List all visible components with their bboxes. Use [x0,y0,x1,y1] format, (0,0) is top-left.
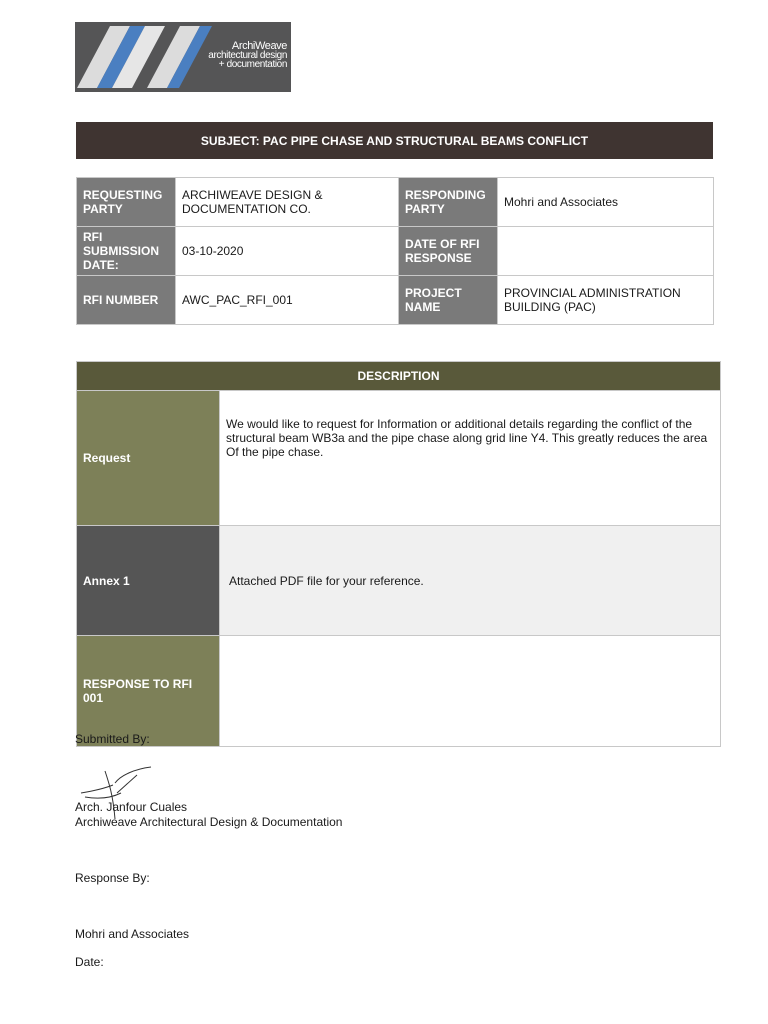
rfi-info-table [76,177,714,325]
annex-row [77,526,721,636]
description-table [76,361,721,747]
requesting-party-value: ARCHIWEAVE DESIGN & DOCUMENTATION CO. [176,178,399,227]
logo-line-3: + documentation [218,59,287,70]
requesting-party-label: REQUESTING PARTY [77,178,176,227]
logo-line-2: architectural design [208,50,287,61]
info-row [77,276,714,325]
response-label: RESPONSE TO RFI 001 [77,636,220,747]
submission-date-label: RFI SUBMISSION DATE: [77,227,176,276]
date-label: Date: [75,955,104,969]
request-row [77,391,721,526]
logo-line-1: ArchiWeave [231,40,287,52]
request-text: We would like to request for Information or additional details regarding the conflict of the structural beam WB3a and the pipe chase along grid line Y4. This greatly reduces the area Of the pipe chase. [220,391,721,526]
response-by-label: Response By: [75,871,150,885]
submitter-company: Archiweave Architectural Design & Documentation [75,815,343,829]
submission-date-value: 03-10-2020 [176,227,399,276]
responding-party-label: RESPONDING PARTY [399,178,498,227]
info-row [77,178,714,227]
project-name-label: PROJECT NAME [399,276,498,325]
rfi-number-label: RFI NUMBER [77,276,176,325]
company-logo [75,22,291,92]
annex-text: Attached PDF file for your reference. [220,526,721,636]
submitter-name: Arch. Janfour Cuales [75,800,188,814]
responder-company: Mohri and Associates [75,927,190,941]
logo-text [167,42,287,69]
response-date-label: DATE OF RFI RESPONSE [399,227,498,276]
response-date-value [498,227,714,276]
project-name-value: PROVINCIAL ADMINISTRATION BUILDING (PAC) [498,276,714,325]
request-label: Request [77,391,220,526]
response-text [220,636,721,747]
submitted-by-label: Submitted By: [75,732,150,746]
rfi-number-value: AWC_PAC_RFI_001 [176,276,399,325]
subject-banner: SUBJECT: PAC PIPE CHASE AND STRUCTURAL BEAMS CONFLICT [76,122,713,159]
description-header: DESCRIPTION [77,362,721,391]
responding-party-value: Mohri and Associates [498,178,714,227]
info-row [77,227,714,276]
response-row [77,636,721,747]
annex-label: Annex 1 [77,526,220,636]
